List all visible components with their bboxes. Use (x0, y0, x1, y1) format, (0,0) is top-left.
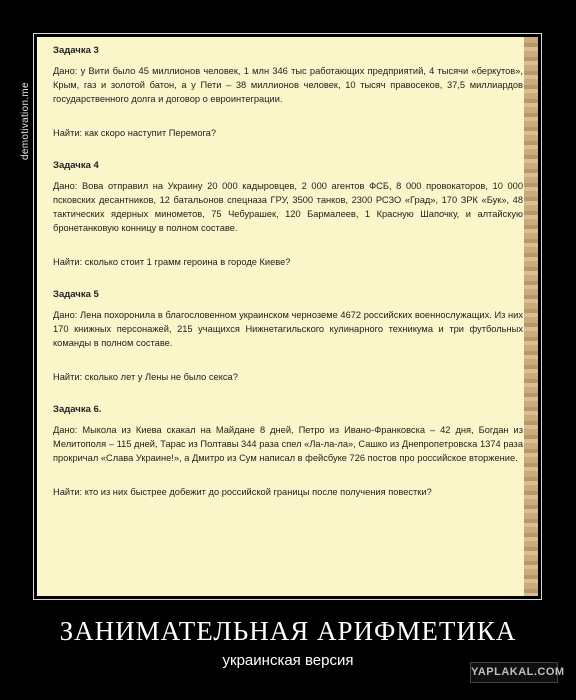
task-question: Найти: сколько лет у Лены не было секса? (53, 372, 238, 382)
task-block (53, 45, 523, 138)
task-block (53, 289, 523, 382)
poster-frame (33, 33, 542, 600)
watermark-text: demotivation.me (20, 82, 31, 160)
task-title: Задачка 5 (53, 289, 99, 300)
task-title: Задачка 4 (53, 160, 99, 171)
site-logo: YAPLAKAL.COM (470, 662, 558, 683)
task-title: Задачка 6. (53, 404, 102, 415)
task-block (53, 160, 523, 267)
task-question: Найти: кто из них быстрее добежит до российской границы после получения повестки? (53, 487, 432, 497)
tasks-content (53, 45, 523, 519)
paper-sheet (37, 37, 538, 596)
task-question: Найти: сколько стоит 1 грамм героина в городе Киеве? (53, 257, 291, 267)
task-question: Найти: как скоро наступит Перемога? (53, 128, 217, 138)
task-given: Дано: Вова отправил на Украину 20 000 кадыровцев, 2 000 агентов ФСБ, 8 000 провокаторов, 10 000 псковских десантников, 12 батальонов спецназа ГРУ, 3500 танков, 2300 РСЗО «Град», 170 ЗРК «Бук», 48 тактических ядерных минометов, 75 Чебурашек, 120 Бармалеев, 1 Красную Шапочку, и алтайскую бронетанковую конницу в полном составе. (53, 181, 523, 233)
task-given: Дано: Мыкола из Киева скакал на Майдане 8 дней, Петро из Ивано-Франковска – 42 дня, Богдан из Мелитополя – 115 дней, Тарас из Полтавы 344 раза спел «Ла-ла-ла», Сашко из Днепропетровска 1374 раза прокричал «Слава Украине!», а Дмитро из Сум написал в фейсбуке 726 постов про российское вторжение. (53, 425, 523, 463)
task-title: Задачка 3 (53, 45, 99, 56)
poster-subtitle: украинская версия (222, 652, 354, 669)
paper-torn-edge (524, 37, 538, 596)
task-given: Дано: Лена похоронила в благословенном украинском черноземе 4672 российских военнослужащих. Из них 170 книжных персонажей, 215 учащихся Нижнетагильского кулинарного техникума и три футбольных команды в полном составе. (53, 310, 523, 348)
task-given: Дано: у Вити было 45 миллионов человек, 1 млн 346 тыс работающих предприятий, 4 тысячи «беркутов», Крым, газ и золотой батон, а у Пети – 38 миллионов человек, 10 тысяч правосеков, 37,5 миллиардов государственного долга и договор о евроинтеграции. (53, 66, 523, 104)
poster-title: ЗАНИМАТЕЛЬНАЯ АРИФМЕТИКА (59, 616, 517, 646)
task-block (53, 404, 523, 497)
